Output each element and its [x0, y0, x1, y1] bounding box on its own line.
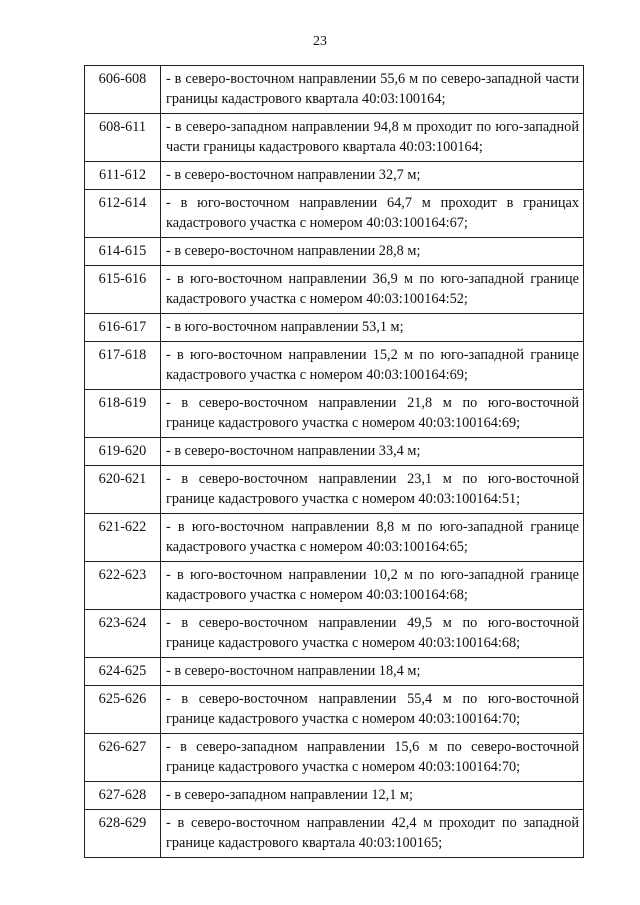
segment-cell: 626-627	[85, 734, 161, 782]
description-cell: - в северо-восточном направлении 55,6 м по северо-западной части границы кадастрового квартала 40:03:100164;	[161, 66, 584, 114]
segment-cell: 615-616	[85, 266, 161, 314]
description-cell: - в северо-восточном направлении 49,5 м по юго-восточной границе кадастрового участка с номером 40:03:100164:68;	[161, 610, 584, 658]
table-row	[85, 438, 584, 466]
description-cell: - в северо-западном направлении 12,1 м;	[161, 782, 584, 810]
table-body	[85, 66, 584, 858]
table-row	[85, 466, 584, 514]
boundary-description-table	[84, 65, 584, 858]
description-cell: - в юго-восточном направлении 64,7 м проходит в границах кадастрового участка с номером 40:03:100164:67;	[161, 190, 584, 238]
description-cell: - в юго-восточном направлении 36,9 м по юго-западной границе кадастрового участка с номером 40:03:100164:52;	[161, 266, 584, 314]
table-row	[85, 266, 584, 314]
description-cell: - в северо-восточном направлении 32,7 м;	[161, 162, 584, 190]
segment-cell: 617-618	[85, 342, 161, 390]
description-cell: - в юго-восточном направлении 15,2 м по юго-западной границе кадастрового участка с номером 40:03:100164:69;	[161, 342, 584, 390]
segment-cell: 621-622	[85, 514, 161, 562]
page-number: 23	[313, 34, 327, 49]
description-cell: - в северо-восточном направлении 55,4 м по юго-восточной границе кадастрового участка с номером 40:03:100164:70;	[161, 686, 584, 734]
segment-cell: 620-621	[85, 466, 161, 514]
description-cell: - в юго-восточном направлении 10,2 м по юго-западной границе кадастрового участка с номером 40:03:100164:68;	[161, 562, 584, 610]
table-row	[85, 390, 584, 438]
description-cell: - в северо-восточном направлении 21,8 м по юго-восточной границе кадастрового участка с номером 40:03:100164:69;	[161, 390, 584, 438]
description-cell: - в северо-восточном направлении 23,1 м по юго-восточной границе кадастрового участка с номером 40:03:100164:51;	[161, 466, 584, 514]
table-row	[85, 810, 584, 858]
segment-cell: 606-608	[85, 66, 161, 114]
segment-cell: 627-628	[85, 782, 161, 810]
table-row	[85, 610, 584, 658]
table-row	[85, 238, 584, 266]
segment-cell: 622-623	[85, 562, 161, 610]
segment-cell: 628-629	[85, 810, 161, 858]
description-cell: - в северо-западном направлении 94,8 м проходит по юго-западной части границы кадастрового квартала 40:03:100164;	[161, 114, 584, 162]
table-row	[85, 114, 584, 162]
description-cell: - в северо-восточном направлении 33,4 м;	[161, 438, 584, 466]
description-cell: - в северо-западном направлении 15,6 м по северо-восточной границе кадастрового участка с номером 40:03:100164:70;	[161, 734, 584, 782]
table-row	[85, 734, 584, 782]
segment-cell: 611-612	[85, 162, 161, 190]
description-cell: - в северо-восточном направлении 42,4 м проходит по западной границе кадастрового квартала 40:03:100165;	[161, 810, 584, 858]
table-row	[85, 658, 584, 686]
description-cell: - в юго-восточном направлении 8,8 м по юго-западной границе кадастрового участка с номером 40:03:100164:65;	[161, 514, 584, 562]
table-row	[85, 562, 584, 610]
description-cell: - в юго-восточном направлении 53,1 м;	[161, 314, 584, 342]
table-row	[85, 686, 584, 734]
table-row	[85, 514, 584, 562]
table-row	[85, 342, 584, 390]
segment-cell: 619-620	[85, 438, 161, 466]
segment-cell: 623-624	[85, 610, 161, 658]
table-row	[85, 66, 584, 114]
table-row	[85, 314, 584, 342]
segment-cell: 624-625	[85, 658, 161, 686]
segment-cell: 618-619	[85, 390, 161, 438]
segment-cell: 616-617	[85, 314, 161, 342]
segment-cell: 608-611	[85, 114, 161, 162]
segment-cell: 612-614	[85, 190, 161, 238]
table-row	[85, 162, 584, 190]
segment-cell: 625-626	[85, 686, 161, 734]
table-row	[85, 782, 584, 810]
segment-cell: 614-615	[85, 238, 161, 266]
description-cell: - в северо-восточном направлении 28,8 м;	[161, 238, 584, 266]
table-row	[85, 190, 584, 238]
description-cell: - в северо-восточном направлении 18,4 м;	[161, 658, 584, 686]
